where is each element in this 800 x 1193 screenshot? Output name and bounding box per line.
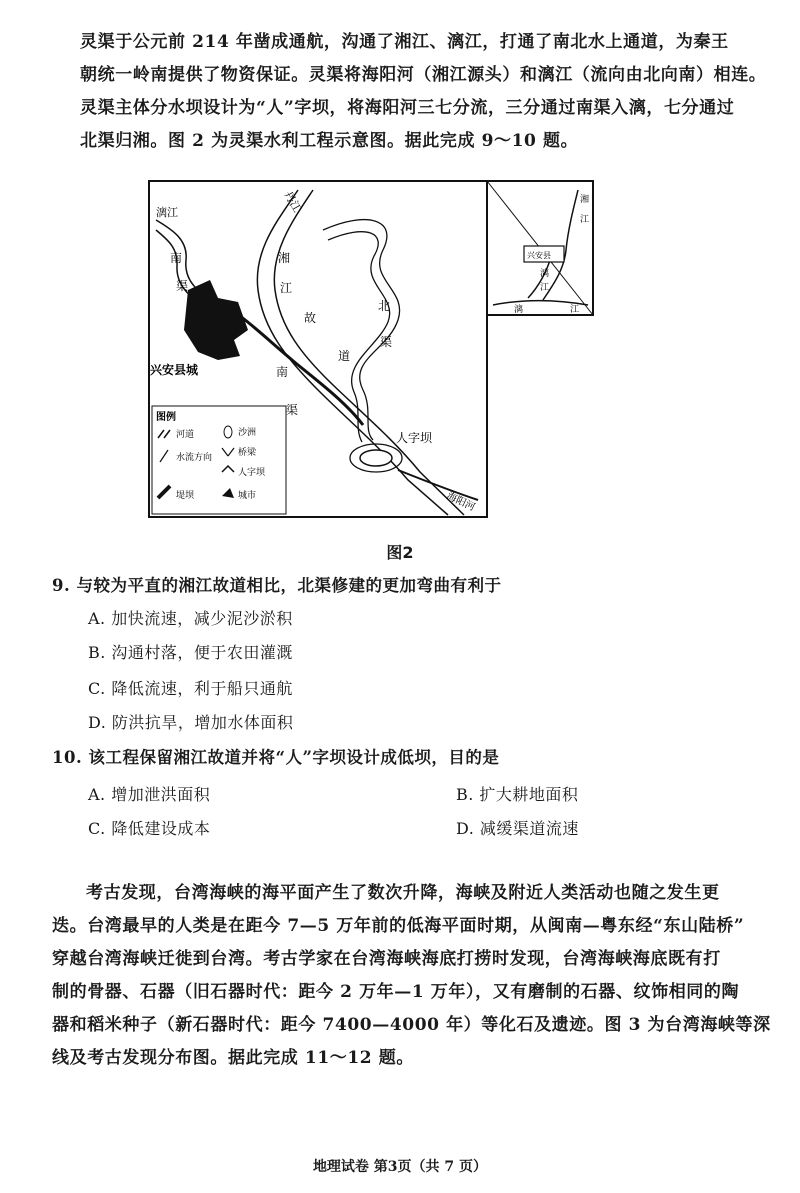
question-9-stem: 9. 与较为平直的湘江故道相比，北渠修建的更加弯曲有利于 xyxy=(52,576,502,595)
question-9-option-d[interactable]: D. 防洪抗旱，增加水体面积 xyxy=(88,713,294,732)
paragraph-line: 线及考古发现分布图。据此完成 11～12 题。 xyxy=(52,1048,414,1068)
lingqu-map xyxy=(148,180,594,518)
inset-county-label: 兴安县 xyxy=(527,251,551,260)
paragraph-line: 穿越台湾海峡迁徙到台湾。考古学家在台湾海峡海底打捞时发现，台湾海峡海底既有打 xyxy=(52,949,721,969)
legend-item: 水流方向 xyxy=(176,453,213,463)
label-xiangjiang: 故 xyxy=(304,311,317,325)
label-xiangjiang: 道 xyxy=(338,349,351,363)
paragraph-line: 制的骨器、石器（旧石器时代：距今 2 万年—1 万年），又有磨制的石器、纹饰相同的陶 xyxy=(52,982,740,1002)
sandbar xyxy=(360,450,392,466)
paragraph-line: 灵渠主体分水坝设计为“人”字坝，将海阳河三七分流，三分通过南渠入漓，七分通过 xyxy=(80,98,735,118)
paragraph-line: 迭。台湾最早的人类是在距今 7—5 万年前的低海平面时期，从闽南—粤东经“东山陆桥” xyxy=(52,916,745,936)
question-10-option-c[interactable]: C. 降低建设成本 xyxy=(88,819,211,838)
paragraph-line: 考古发现，台湾海峡的海平面产生了数次升降，海峡及附近人类活动也随之发生更 xyxy=(86,883,720,903)
label-xiangjiang: 湘 xyxy=(278,251,291,265)
label-xiangjiang: 江 xyxy=(280,281,293,295)
legend-item: 堤坝 xyxy=(176,491,195,501)
question-10-stem: 10. 该工程保留湘江故道并将“人”字坝设计成低坝，目的是 xyxy=(52,748,500,767)
legend-item: 河道 xyxy=(176,430,195,440)
label-nanqu-right: 南 xyxy=(276,365,289,379)
question-10-option-d[interactable]: D. 减缓渠道流速 xyxy=(456,819,579,838)
label-nanqu-right: 渠 xyxy=(286,403,299,417)
inset-label: 漓 xyxy=(540,269,550,279)
intro-paragraph-lingqu xyxy=(80,26,770,158)
paragraph-line: 灵渠于公元前 214 年凿成通航，沟通了湘江、漓江，打通了南北水上通道，为秦王 xyxy=(80,32,729,52)
figure-caption: 图2 xyxy=(386,543,414,562)
legend-item: 桥梁 xyxy=(238,448,257,458)
inset-label: 漓 xyxy=(514,305,524,315)
paragraph-line: 器和稻米种子（新石器时代：距今 7400—4000 年）等化石及遗迹。图 3 为台湾海峡等深 xyxy=(52,1015,771,1035)
label-nanqu-left: 南 xyxy=(170,251,183,265)
label-nanqu-left: 渠 xyxy=(176,279,189,293)
label-lijiang: 漓江 xyxy=(156,206,178,219)
label-renzi-dam: 人字坝 xyxy=(396,431,433,445)
inset-label: 湘 xyxy=(580,195,590,205)
label-danjiang: 丹江 xyxy=(281,189,304,215)
label-haiyang: 海阳河 xyxy=(444,490,477,514)
legend-item: 人字坝 xyxy=(238,468,266,478)
page-footer: 地理试卷 第3页（共 7 页） xyxy=(312,1159,488,1175)
legend-item: 沙洲 xyxy=(238,428,257,438)
question-9-option-a[interactable]: A. 加快流速，减少泥沙淤积 xyxy=(88,609,293,628)
label-beiqu: 渠 xyxy=(380,335,393,349)
question-9-option-b[interactable]: B. 沟通村落，便于农田灌溉 xyxy=(88,643,293,662)
legend-item: 城市 xyxy=(238,491,257,501)
question-10-option-a[interactable]: A. 增加泄洪面积 xyxy=(88,785,211,804)
inset-label: 江 xyxy=(570,305,580,315)
paragraph-line: 朝统一岭南提供了物资保证。灵渠将海阳河（湘江源头）和漓江（流向由北向南）相连。 xyxy=(80,65,767,85)
inset-label: 江 xyxy=(580,215,590,225)
inset-label: 江 xyxy=(540,283,550,293)
question-9-option-c[interactable]: C. 降低流速，利于船只通航 xyxy=(88,679,293,698)
label-county: 兴安县城 xyxy=(150,363,199,377)
legend-title: 图例 xyxy=(156,412,176,423)
lingqu-map-figure xyxy=(148,180,594,518)
paragraph-line: 北渠归湘。图 2 为灵渠水利工程示意图。据此完成 9～10 题。 xyxy=(80,131,579,151)
intro-paragraph-taiwan-strait xyxy=(52,877,770,1075)
label-beiqu: 北 xyxy=(378,299,391,313)
question-10-option-b[interactable]: B. 扩大耕地面积 xyxy=(456,785,579,804)
